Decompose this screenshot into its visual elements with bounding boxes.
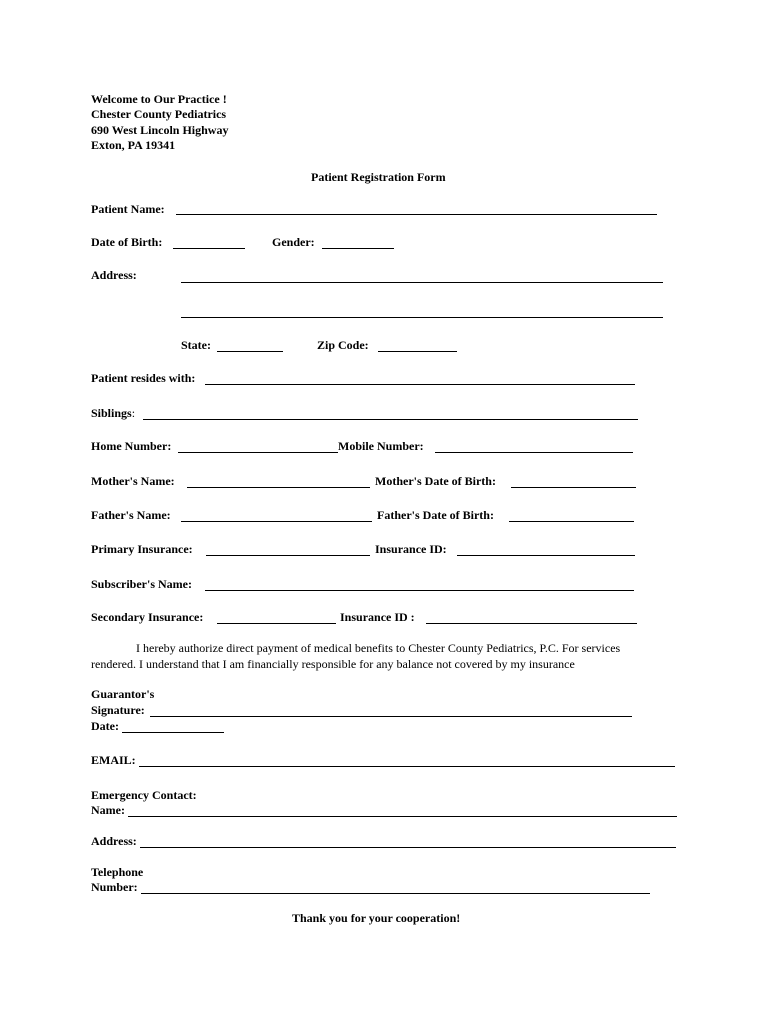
mothers-dob-field[interactable]: [511, 487, 636, 488]
mobile-number-field[interactable]: [435, 452, 633, 453]
mothers-name-field[interactable]: [187, 487, 370, 488]
emergency-name-field[interactable]: [128, 816, 677, 817]
secondary-insurance-field[interactable]: [217, 623, 336, 624]
home-number-field[interactable]: [178, 452, 338, 453]
subscriber-name-label: Subscriber's Name:: [91, 577, 192, 591]
insurance-id-field[interactable]: [457, 555, 635, 556]
dob-label: Date of Birth:: [91, 235, 163, 249]
state-label: State:: [181, 338, 211, 352]
gender-field[interactable]: [322, 248, 394, 249]
address-line-2-field[interactable]: [181, 317, 663, 318]
primary-insurance-label: Primary Insurance:: [91, 542, 193, 556]
mobile-number-label: Mobile Number:: [338, 439, 424, 453]
practice-street: 690 West Lincoln Highway: [91, 123, 229, 137]
gender-label: Gender:: [272, 235, 315, 249]
subscriber-name-field[interactable]: [205, 590, 634, 591]
insurance-id-2-field[interactable]: [426, 623, 637, 624]
date-field[interactable]: [122, 732, 224, 733]
practice-name: Chester County Pediatrics: [91, 107, 227, 121]
fathers-name-label: Father's Name:: [91, 508, 171, 522]
closing-text: Thank you for your cooperation!: [292, 911, 461, 925]
signature-label: Signature:: [91, 703, 145, 717]
secondary-insurance-label: Secondary Insurance:: [91, 610, 204, 624]
welcome-text: Welcome to Our Practice !: [91, 92, 227, 106]
authorization-line-2: rendered. I understand that I am financially responsible for any balance not covered by my insurance: [91, 657, 575, 671]
practice-city: Exton, PA 19341: [91, 138, 176, 152]
telephone-label: Telephone: [91, 865, 144, 879]
fathers-name-field[interactable]: [181, 521, 372, 522]
fathers-dob-field[interactable]: [509, 521, 634, 522]
resides-with-field[interactable]: [205, 384, 635, 385]
email-label: EMAIL:: [91, 753, 136, 767]
insurance-id-2-label: Insurance ID :: [340, 610, 415, 624]
emergency-address-label: Address:: [91, 834, 137, 848]
address-line-1-field[interactable]: [181, 282, 663, 283]
patient-name-label: Patient Name:: [91, 202, 165, 216]
signature-field[interactable]: [150, 716, 632, 717]
authorization-line-1: I hereby authorize direct payment of medical benefits to Chester County Pediatrics, P.C. For services: [136, 641, 621, 655]
telephone-number-label: Number:: [91, 880, 138, 894]
state-field[interactable]: [217, 351, 283, 352]
emergency-name-label: Name:: [91, 803, 125, 817]
insurance-id-label: Insurance ID:: [375, 542, 447, 556]
siblings-label: Siblings:: [91, 406, 136, 420]
address-label: Address:: [91, 268, 137, 282]
fathers-dob-label: Father's Date of Birth:: [377, 508, 494, 522]
email-field[interactable]: [139, 766, 675, 767]
emergency-address-field[interactable]: [140, 847, 676, 848]
siblings-field[interactable]: [143, 419, 638, 420]
primary-insurance-field[interactable]: [206, 555, 370, 556]
zip-label: Zip Code:: [317, 338, 369, 352]
resides-with-label: Patient resides with:: [91, 371, 196, 385]
telephone-number-field[interactable]: [141, 893, 650, 894]
home-number-label: Home Number:: [91, 439, 172, 453]
form-title: Patient Registration Form: [311, 170, 446, 184]
date-label: Date:: [91, 719, 119, 733]
guarantor-label: Guarantor's: [91, 687, 155, 701]
dob-field[interactable]: [173, 248, 245, 249]
patient-name-field[interactable]: [176, 214, 657, 215]
zip-field[interactable]: [378, 351, 457, 352]
mothers-dob-label: Mother's Date of Birth:: [375, 474, 496, 488]
mothers-name-label: Mother's Name:: [91, 474, 175, 488]
emergency-contact-label: Emergency Contact:: [91, 788, 197, 802]
